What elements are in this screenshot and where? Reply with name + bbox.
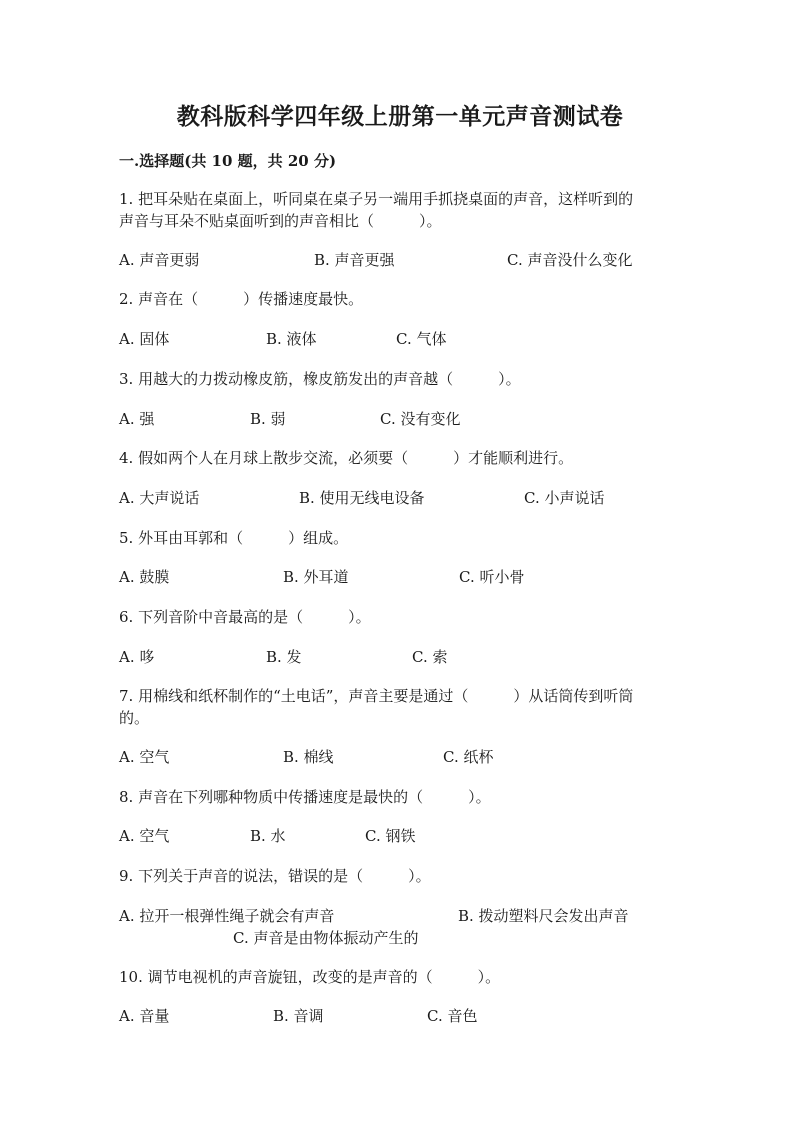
option-c: C. 小声说话	[524, 489, 605, 507]
option-a: A. 空气	[119, 748, 170, 766]
page-title: 教科版科学四年级上册第一单元声音测试卷	[176, 103, 624, 130]
option-c: C. 纸杯	[443, 748, 494, 766]
option-a: A. 拉开一根弹性绳子就会有声音	[119, 907, 335, 925]
option-a: A. 鼓膜	[119, 568, 170, 586]
option-b: B. 液体	[266, 330, 317, 348]
question-text-line: 6. 下列音阶中音最高的是（ ）。	[119, 608, 371, 626]
option-b: B. 声音更强	[314, 251, 395, 269]
question-text-line: 4. 假如两个人在月球上散步交流，必须要（ ）才能顺利进行。	[119, 449, 574, 467]
option-c: C. 索	[412, 648, 448, 666]
option-c: C. 气体	[396, 330, 447, 348]
option-a: A. 固体	[119, 330, 170, 348]
option-a: A. 音量	[119, 1007, 170, 1025]
question-text-line: 9. 下列关于声音的说法，错误的是（ ）。	[119, 867, 431, 885]
option-a: A. 大声说话	[119, 489, 200, 507]
question-text-line: 5. 外耳由耳郭和（ ）组成。	[119, 529, 349, 547]
option-c: C. 听小骨	[459, 568, 525, 586]
option-b: B. 音调	[273, 1007, 324, 1025]
question-text-line: 2. 声音在（ ）传播速度最快。	[119, 290, 364, 308]
question-text-line: 10. 调节电视机的声音旋钮，改变的是声音的（ ）。	[119, 968, 501, 986]
option-b: B. 外耳道	[283, 568, 349, 586]
question-text-line: 3. 用越大的力拨动橡皮筋，橡皮筋发出的声音越（ ）。	[119, 370, 521, 388]
section-heading: 一.选择题(共 10 题，共 20 分)	[119, 152, 337, 170]
option-c: C. 声音是由物体振动产生的	[233, 929, 419, 947]
option-a: A. 空气	[119, 827, 170, 845]
option-b: B. 水	[250, 827, 286, 845]
question-text-line: 1. 把耳朵贴在桌面上，听同桌在桌子另一端用手抓挠桌面的声音，这样听到的	[119, 190, 634, 208]
option-c: C. 钢铁	[365, 827, 416, 845]
option-a: A. 声音更弱	[119, 251, 200, 269]
option-c: C. 声音没什么变化	[507, 251, 633, 269]
question-text-line: 8. 声音在下列哪种物质中传播速度是最快的（ ）。	[119, 788, 491, 806]
question-text-line: 声音与耳朵不贴桌面听到的声音相比（ ）。	[119, 212, 442, 230]
question-text-line: 7. 用棉线和纸杯制作的“土电话”，声音主要是通过（ ）从话筒传到听筒	[119, 687, 634, 705]
option-b: B. 使用无线电设备	[299, 489, 425, 507]
option-a: A. 哆	[119, 648, 155, 666]
option-b: B. 发	[266, 648, 302, 666]
question-text-line: 的。	[119, 709, 150, 727]
option-c: C. 音色	[427, 1007, 478, 1025]
option-b: B. 弱	[250, 410, 286, 428]
option-b: B. 拨动塑料尺会发出声音	[458, 907, 629, 925]
option-b: B. 棉线	[283, 748, 334, 766]
option-a: A. 强	[119, 410, 155, 428]
option-c: C. 没有变化	[380, 410, 461, 428]
